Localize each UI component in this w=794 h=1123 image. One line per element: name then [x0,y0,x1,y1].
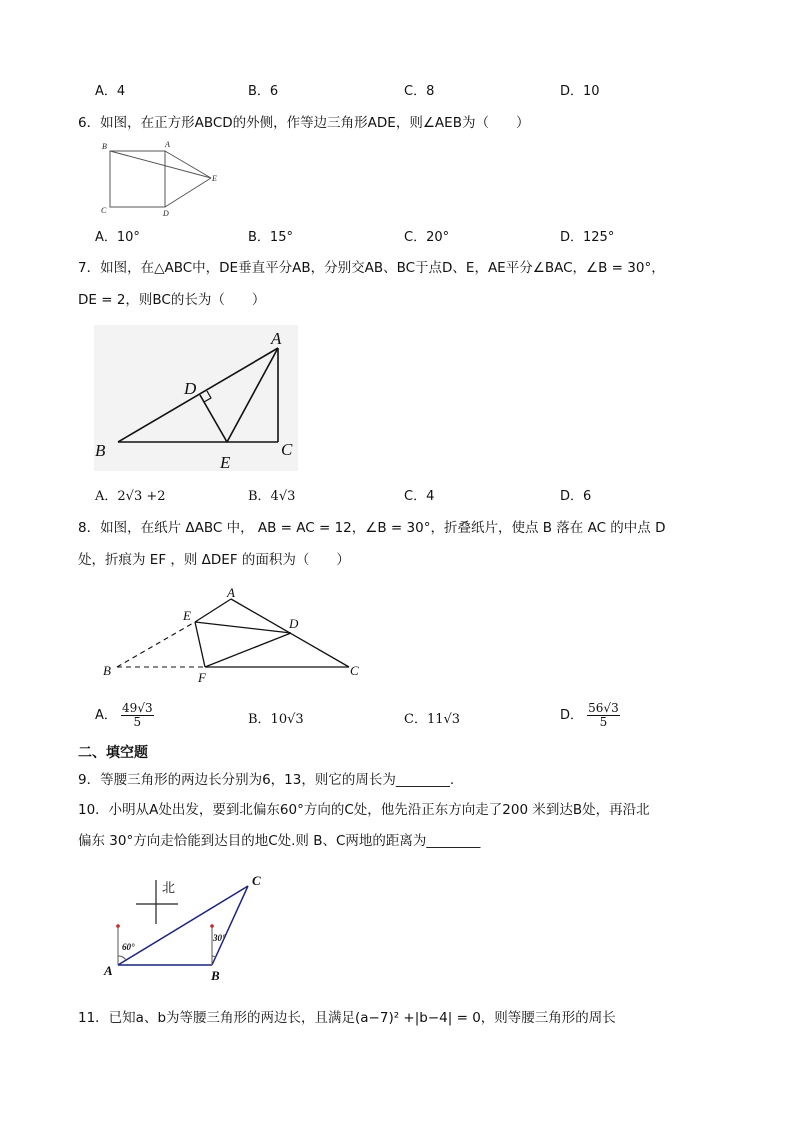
q5-option-b: B．6 [248,84,279,99]
q8-option-a-numerator: 49√3 [122,701,153,715]
q7-line2: DE = 2，则BC的长为（ ） [78,292,266,308]
q7-option-a: A．2√3 +2 [95,489,166,504]
section-title: 二、填空题 [78,745,148,761]
q8-option-d-prefix: D． [560,708,584,723]
q7-option-d: D．6 [560,489,592,504]
q6-option-a: A．10° [95,230,140,245]
q7-figure [94,325,298,471]
q5-option-d: D．10 [560,84,600,99]
q7-label-e: E [220,453,231,471]
q10-label-c: C [252,873,261,888]
q10-figure [98,870,278,982]
q6-label-b: B [102,142,107,151]
q8-line2: 处，折痕为 EF ，则 ΔDEF 的面积为（ ） [78,552,350,568]
q8-label-a: A [227,585,235,600]
q8-option-c: C．11√3 [404,712,461,727]
q6-label-c: C [101,206,107,215]
q10-angle-60: 60° [122,942,135,952]
q10-label-b: B [211,968,220,982]
q7-option-b: B．4√3 [248,489,296,504]
q8-option-a-prefix: A． [95,708,117,723]
q8-option-a-denominator: 5 [133,715,142,729]
q6-label-e: E [212,174,217,183]
q7-label-a: A [271,329,282,348]
q8-label-d: D [289,616,299,631]
q7-line1: 7．如图，在△ABC中，DE垂直平分AB，分别交AB、BC于点D、E，AE平分∠BAC，∠B = 30°， [78,260,665,276]
q8-label-e: E [183,608,191,623]
q8-option-a [95,702,154,729]
q7-label-c: C [281,440,293,459]
q6-label-a: A [165,140,170,149]
q5-option-a: A．4 [95,84,126,99]
q8-option-d-fraction [587,702,620,729]
north-label: 北 [162,880,176,895]
q6-option-d: D．125° [560,230,615,245]
q8-label-b: B [103,663,111,678]
q6-label-d: D [163,209,169,218]
q7-label-b: B [95,441,106,460]
q10-line1: 10．小明从A处出发，要到北偏东60°方向的C处，他先沿正东方向走了200 米到达B处，再沿北 [78,802,650,818]
q8-option-d-denominator: 5 [599,715,608,729]
q6-option-b: B．15° [248,230,293,245]
q8-option-d [560,702,620,729]
q6-text: 6．如图，在正方形ABCD的外侧，作等边三角形ADE，则∠AEB为（ ） [78,115,530,131]
q6-option-c: C．20° [404,230,450,245]
q10-label-a: A [104,963,113,978]
q8-option-a-fraction [121,702,154,729]
q8-option-b: B．10√3 [248,712,304,727]
q5-option-c: C．8 [404,84,435,99]
q8-figure [95,582,375,686]
q8-option-d-numerator: 56√3 [588,701,619,715]
q8-label-f: F [198,670,206,685]
q8-line1: 8．如图，在纸片 ΔABC 中， AB = AC = 12，∠B = 30°，折叠纸片，使点 B 落在 AC 的中点 D [78,520,666,536]
q10-line2: 偏东 30°方向走恰能到达目的地C处.则 B、C两地的距离为________ [78,833,481,849]
q9-text: 9．等腰三角形的两边长分别为6，13，则它的周长为________. [78,772,455,788]
q6-figure [95,136,225,222]
q11-text: 11．已知a、b为等腰三角形的两边长，且满足(a−7)² +|b−4| = 0，则等腰三角形的周长 [78,1010,616,1026]
q7-option-c: C．4 [404,489,435,504]
q7-label-d: D [184,379,197,398]
q8-label-c: C [350,663,359,678]
q10-angle-30: 30° [213,933,226,943]
